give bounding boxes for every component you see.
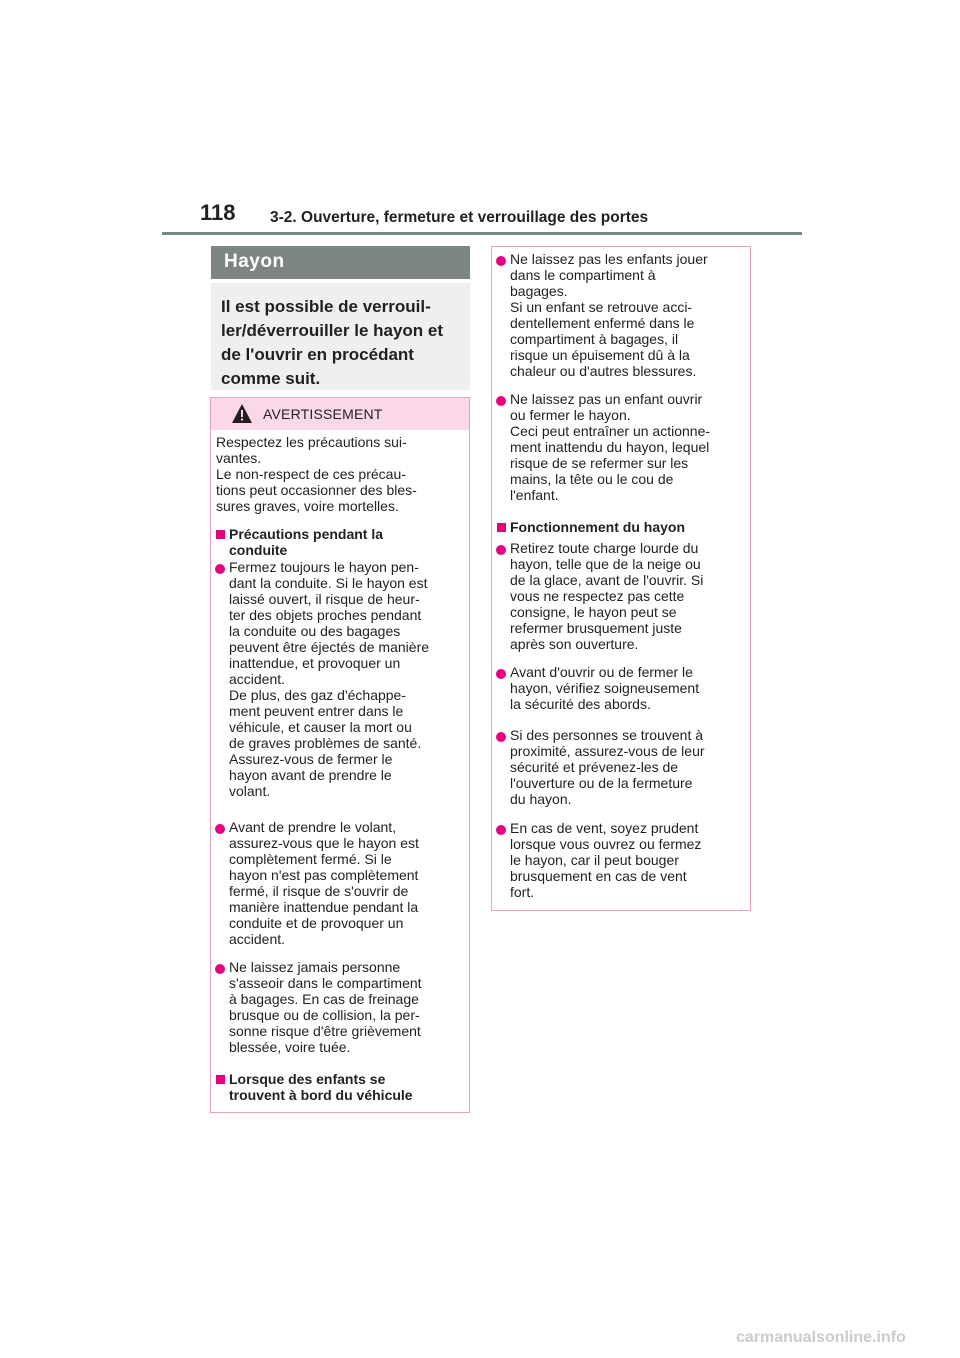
page-number: 118 bbox=[200, 200, 236, 225]
square-bullet-icon bbox=[216, 1075, 225, 1084]
warning-box-right bbox=[491, 246, 751, 911]
list-item: Ne laissez pas les enfants jouer dans le compartiment à bagages. Si un enfant se retrouve acci- dentellement enfermé dans le compartiment à bagages, il risque un épuisement dû à la chaleur ou d'autres blessures. bbox=[510, 251, 708, 379]
warning-header bbox=[211, 398, 469, 430]
bullet-dot-icon bbox=[215, 964, 225, 974]
bullet-dot-icon bbox=[496, 732, 506, 742]
sub-heading-driving: Précautions pendant la conduite bbox=[229, 526, 384, 558]
list-item: Avant de prendre le volant, assurez-vous que le hayon est complètement fermé. Si le hayon n'est pas complètement fermé, il risque de s'ouvrir de manière inattendue pendant la conduite et de provoquer un accident. bbox=[229, 819, 419, 947]
bullet-dot-icon bbox=[496, 396, 506, 406]
header-divider bbox=[162, 232, 802, 235]
list-item: En cas de vent, soyez prudent lorsque vous ouvrez ou fermez le hayon, car il peut bouger brusquement en cas de vent fort. bbox=[510, 820, 702, 900]
list-item: Avant d'ouvrir ou de fermer le hayon, vérifiez soigneusement la sécurité des abords. bbox=[510, 664, 700, 712]
warning-triangle-icon bbox=[231, 403, 253, 425]
warning-box-left bbox=[210, 397, 470, 1113]
sub-heading-operation: Fonctionnement du hayon bbox=[510, 519, 685, 535]
bullet-dot-icon bbox=[496, 669, 506, 679]
list-item: Fermez toujours le hayon pen- dant la conduite. Si le hayon est laissé ouvert, il risque de heur- ter des objets proches pendant la conduite ou des bagages peuvent être éjectés de manière inattendue, et provoquer un accident. De plus, des gaz d'échappe- ment peuvent entrer dans le véhicule, et causer la mort ou de graves problèmes de santé. Assurez-vous de fermer le hayon avant de prendre le volant. bbox=[229, 559, 430, 799]
bullet-dot-icon bbox=[215, 824, 225, 834]
section-heading: Hayon bbox=[224, 251, 285, 272]
square-bullet-icon bbox=[216, 530, 225, 539]
list-item: Ne laissez jamais personne s'asseoir dans le compartiment à bagages. En cas de freinage brusque ou de collision, la per- sonne risque d'être grièvement blessée, voire tuée. bbox=[229, 959, 422, 1055]
list-item: Retirez toute charge lourde du hayon, telle que de la neige ou de la glace, avant de l'ouvrir. Si vous ne respectez pas cette consigne, le hayon peut se refermer brusquement juste après son ouverture. bbox=[510, 540, 704, 652]
bullet-dot-icon bbox=[496, 825, 506, 835]
sub-heading-children: Lorsque des enfants se trouvent à bord du véhicule bbox=[229, 1071, 413, 1103]
intro-text: Il est possible de verrouil- ler/déverrouiller le hayon et de l'ouvrir en procédant comme suit. bbox=[221, 297, 444, 388]
list-item: Ne laissez pas un enfant ouvrir ou fermer le hayon. Ceci peut entraîner un actionne- ment inattendu du hayon, lequel risque de se refermer sur les mains, la tête ou le cou de l'enfant. bbox=[510, 391, 711, 503]
section-heading-bar bbox=[211, 246, 470, 279]
square-bullet-icon bbox=[497, 523, 506, 532]
list-item: Si des personnes se trouvent à proximité, assurez-vous de leur sécurité et prévenez-les de l'ouverture ou de la fermeture du hayon. bbox=[510, 727, 705, 807]
warning-title: AVERTISSEMENT bbox=[263, 406, 383, 422]
warning-intro: Respectez les précautions sui- vantes. Le non-respect de ces précau- tions peut occasionner des bles- sures graves, voire mortelles. bbox=[216, 434, 417, 514]
bullet-dot-icon bbox=[496, 256, 506, 266]
bullet-dot-icon bbox=[496, 545, 506, 555]
page-header bbox=[162, 200, 802, 236]
section-title: 3-2. Ouverture, fermeture et verrouillage des portes bbox=[270, 209, 649, 226]
intro-box bbox=[211, 283, 470, 390]
watermark-text: carmanualsonline.info bbox=[736, 1329, 906, 1346]
bullet-dot-icon bbox=[215, 564, 225, 574]
